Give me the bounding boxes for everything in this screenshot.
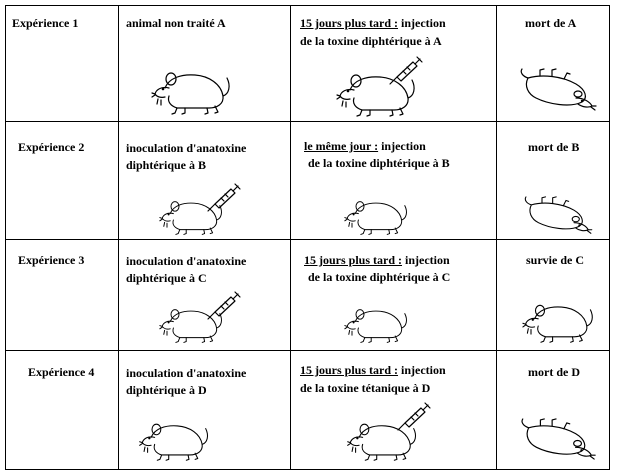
injection-word: injection	[401, 363, 446, 377]
injection-word: injection	[405, 253, 450, 267]
treatment-line-1: animal non traité A	[126, 16, 226, 30]
experiment-row-1	[6, 6, 609, 121]
injection-line-1	[300, 15, 446, 31]
experience-label: Expérience 2	[18, 140, 85, 154]
treatment-line-1: inoculation d'anatoxine	[126, 141, 247, 155]
syringe-icon	[386, 56, 426, 86]
injection-line-1	[300, 362, 446, 378]
timing-label: 15 jours plus tard :	[300, 16, 399, 30]
rat-icon	[151, 66, 231, 116]
experiment-row-2	[6, 121, 609, 239]
syringe-icon	[394, 402, 434, 432]
injection-line-2: de la toxine diphtérique à C	[308, 270, 451, 284]
timing-label: 15 jours plus tard :	[300, 363, 399, 377]
dead-rat-icon	[518, 68, 598, 113]
injection-line-2: de la toxine tétanique à D	[300, 381, 431, 395]
rat-icon	[134, 418, 214, 462]
timing-label: 15 jours plus tard :	[304, 253, 403, 267]
injection-line-2: de la toxine diphtérique à A	[300, 34, 442, 48]
experiment-row-4	[6, 350, 609, 471]
rat-icon	[336, 196, 416, 236]
treatment-line-1: inoculation d'anatoxine	[126, 254, 247, 268]
experience-label: Expérience 4	[28, 365, 95, 379]
injection-word: injection	[381, 139, 426, 153]
syringe-icon	[204, 291, 244, 321]
injection-word: injection	[401, 16, 446, 30]
treatment-line-2: diphtérique à B	[126, 158, 207, 172]
treatment-line-2: diphtérique à C	[126, 271, 207, 285]
treatment-line-2: diphtérique à D	[126, 383, 207, 397]
experiment-row-3	[6, 239, 609, 350]
outcome-label: mort de B	[528, 140, 580, 154]
experiment-table	[5, 5, 610, 470]
treatment-line-1: inoculation d'anatoxine	[126, 366, 247, 380]
injection-line-2: de la toxine diphtérique à B	[308, 156, 450, 170]
injection-line-1	[304, 138, 426, 154]
dead-rat-icon	[518, 418, 598, 462]
dead-rat-icon	[518, 196, 598, 236]
rat-icon	[518, 299, 598, 344]
outcome-label: survie de C	[526, 253, 584, 267]
rat-icon	[336, 304, 416, 344]
timing-label: le même jour :	[304, 139, 379, 153]
experience-label: Expérience 3	[18, 253, 85, 267]
outcome-label: mort de D	[528, 365, 580, 379]
experience-label: Expérience 1	[12, 16, 79, 30]
syringe-icon	[204, 183, 244, 213]
outcome-label: mort de A	[525, 16, 577, 30]
injection-line-1	[304, 252, 450, 268]
